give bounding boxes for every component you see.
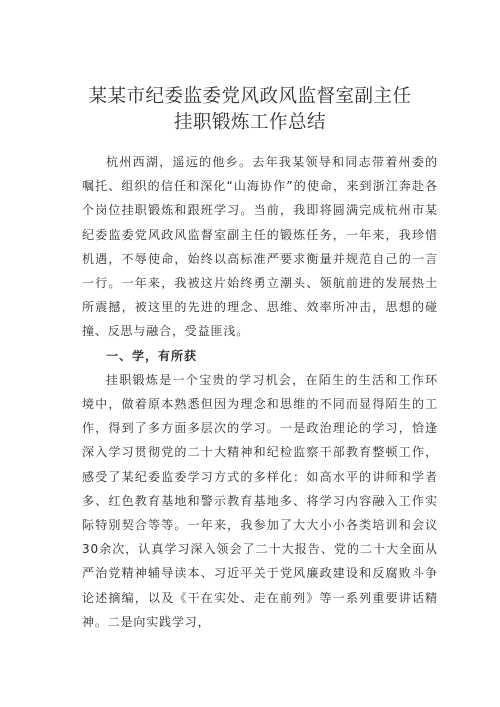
section-heading: 一、学，有所获: [106, 348, 198, 363]
title-line-1: 某某市纪委监委党风政风监督室副主任: [88, 86, 412, 107]
document-body: [82, 150, 438, 634]
section-paragraph: 挂职锻炼是一个宝贵的学习机会，在陌生的生活和工作环境中，做着原本熟悉但因为理念和思维的不同而显得陌生的工作，得到了多方面多层次的学习。一是政治理论的学习，恰逢深入学习贯彻党的二十大精神和纪检监察干部教育整顿工作，感受了某纪委监委学习方式的多样化：如高水平的讲师和学者多、红色教育基地和警示教育基地多、将学习内容融入工作实际特别契合等等。一年来，我参加了大大小小各类培训和会议30余次，认真学习深入领会了二十大报告、党的二十大全面从严治党精神辅导读本、习近平关于党风廉政建设和反腐败斗争论述摘编，以及《干在实处、走在前列》等一系列重要讲话精神。二是向实践学习，: [82, 372, 438, 629]
document-title: [0, 84, 500, 136]
intro-paragraph: 杭州西湖，遥远的他乡。去年我某领导和同志带着州委的嘱托、组织的信任和深化“山海协作”的使命，来到浙江奔赴各个岗位挂职锻炼和跟班学习。当前，我即将圆满完成杭州市某纪委监委党风政风监督室副主任的锻炼任务，一年来，我珍惜机遇，不辱使命，始终以高标准严要求衡量并规范自己的一言一行。一年来，我被这片始终勇立潮头、领航前进的发展热土所震撼，被这里的先进的理念、思维、效率所冲击，思想的碰撞、反思与融合，受益匪浅。: [82, 155, 438, 339]
title-line-2: 挂职锻炼工作总结: [173, 112, 326, 133]
